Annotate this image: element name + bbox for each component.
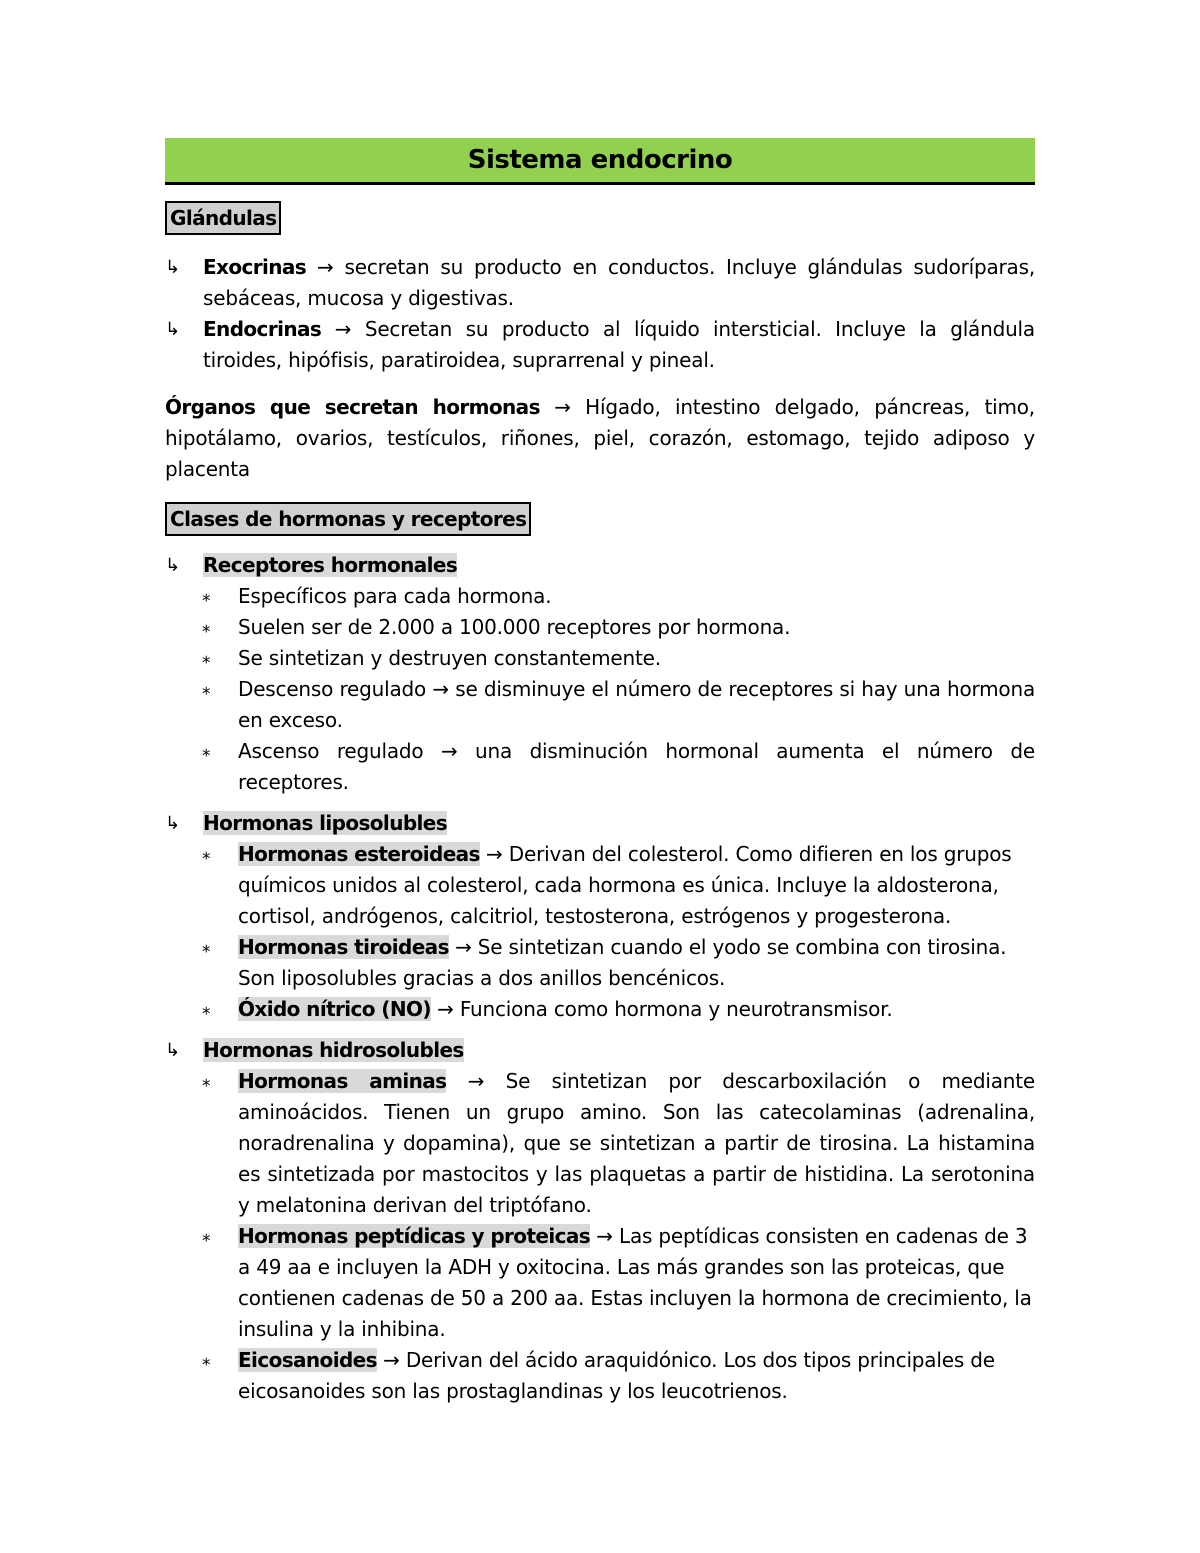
right-arrow-icon: →	[334, 317, 352, 341]
term-endocrinas: Endocrinas	[203, 317, 322, 341]
asterisk-icon: ⁎	[202, 1226, 211, 1246]
hook-arrow-icon: ↳	[165, 555, 180, 576]
term-exocrinas: Exocrinas	[203, 255, 307, 279]
list-item-text: Suelen ser de 2.000 a 100.000 receptores por hormona.	[238, 615, 791, 639]
term-eicosanoides: Eicosanoides	[238, 1348, 377, 1372]
list-item-esteroideas	[165, 839, 1035, 932]
receptores-heading: Receptores hormonales	[203, 553, 458, 577]
asterisk-icon: ⁎	[202, 679, 211, 699]
ascenso-text: una disminución hormonal aumenta el número de receptores.	[238, 739, 1035, 794]
list-item-eicosanoides	[165, 1345, 1035, 1407]
hook-arrow-icon: ↳	[165, 813, 180, 834]
asterisk-icon: ⁎	[202, 648, 211, 668]
right-arrow-icon: →	[467, 1069, 485, 1093]
esteroideas-text: Derivan del colesterol. Como difieren en los grupos químicos unidos al colesterol, cada hormona es única. Incluye la aldosterona, cortisol, andrógenos, calcitriol, testosterona, estrógenos y progesterona.	[238, 842, 1012, 928]
oxido-nitrico-text: Funciona como hormona y neurotransmisor.	[459, 997, 893, 1021]
asterisk-icon: ⁎	[202, 937, 211, 957]
term-oxido-nitrico: Óxido nítrico (NO)	[238, 997, 431, 1021]
right-arrow-icon: →	[432, 677, 449, 701]
term-aminas: Hormonas aminas	[238, 1069, 447, 1093]
list-item	[165, 643, 1035, 674]
list-item-oxido-nitrico	[165, 994, 1035, 1025]
asterisk-icon: ⁎	[202, 617, 211, 637]
document-content	[165, 138, 1035, 1407]
endocrinas-text: Secretan su producto al líquido intersticial. Incluye la glándula tiroides, hipófisis, paratiroidea, suprarrenal y pineal.	[203, 317, 1035, 372]
asterisk-icon: ⁎	[202, 999, 211, 1019]
list-item-tiroideas	[165, 932, 1035, 994]
list-item	[165, 612, 1035, 643]
term-tiroideas: Hormonas tiroideas	[238, 935, 449, 959]
aminas-text: Se sintetizan por descarboxilación o mediante aminoácidos. Tienen un grupo amino. Son las catecolaminas (adrenalina, noradrenalina y dopamina), que se sintetizan a partir de tirosina. La histamina es sintetizada por mastocitos y las plaquetas a partir de histidina. La serotonina y melatonina derivan del triptófano.	[238, 1069, 1035, 1217]
asterisk-icon: ⁎	[202, 1350, 211, 1370]
term-descenso: Descenso regulado	[238, 677, 427, 701]
list-item-text: Se sintetizan y destruyen constantemente.	[238, 646, 661, 670]
list-item	[165, 581, 1035, 612]
organos-paragraph	[165, 392, 1035, 485]
term-organos: Órganos que secretan hormonas	[165, 395, 540, 419]
heading-receptores	[165, 550, 1035, 581]
hidrosolubles-heading: Hormonas hidrosolubles	[203, 1038, 464, 1062]
right-arrow-icon: →	[383, 1348, 400, 1372]
right-arrow-icon: →	[486, 842, 503, 866]
list-item-text: Específicos para cada hormona.	[238, 584, 552, 608]
right-arrow-icon: →	[440, 739, 458, 763]
tiroideas-text: Se sintetizan cuando el yodo se combina con tirosina. Son liposolubles gracias a dos anillos bencénicos.	[238, 935, 1007, 990]
hook-arrow-icon: ↳	[165, 257, 180, 278]
asterisk-icon: ⁎	[202, 844, 211, 864]
list-item-endocrinas	[165, 314, 1035, 376]
eicosanoides-text: Derivan del ácido araquidónico. Los dos tipos principales de eicosanoides son las prostaglandinas y los leucotrienos.	[238, 1348, 995, 1403]
page-title: Sistema endocrino	[165, 138, 1035, 185]
peptidicas-text: Las peptídicas consisten en cadenas de 3 a 49 aa e incluyen la ADH y oxitocina. Las más grandes son las proteicas, que contienen cadenas de 50 a 200 aa. Estas incluyen la hormona de crecimiento, la insulina y la inhibina.	[238, 1224, 1032, 1341]
heading-liposolubles	[165, 808, 1035, 839]
term-ascenso: Ascenso regulado	[238, 739, 424, 763]
right-arrow-icon: →	[437, 997, 454, 1021]
section-label-clases: Clases de hormonas y receptores	[165, 502, 531, 536]
asterisk-icon: ⁎	[202, 1071, 211, 1091]
list-item-aminas	[165, 1066, 1035, 1221]
term-esteroideas: Hormonas esteroideas	[238, 842, 480, 866]
heading-hidrosolubles	[165, 1035, 1035, 1066]
right-arrow-icon: →	[317, 255, 334, 279]
organos-text: Hígado, intestino delgado, páncreas, timo, hipotálamo, ovarios, testículos, riñones, piel, corazón, estomago, tejido adiposo y placenta	[165, 395, 1035, 481]
exocrinas-text: secretan su producto en conductos. Incluye glándulas sudoríparas, sebáceas, mucosa y digestivas.	[203, 255, 1035, 310]
section-label-glandulas: Glándulas	[165, 201, 281, 235]
hook-arrow-icon: ↳	[165, 1040, 180, 1061]
right-arrow-icon: →	[554, 395, 571, 419]
asterisk-icon: ⁎	[202, 741, 211, 761]
right-arrow-icon: →	[455, 935, 472, 959]
list-item-ascenso	[165, 736, 1035, 798]
hook-arrow-icon: ↳	[165, 319, 180, 340]
descenso-text: se disminuye el número de receptores si hay una hormona en exceso.	[238, 677, 1035, 732]
right-arrow-icon: →	[596, 1224, 613, 1248]
list-item-peptidicas	[165, 1221, 1035, 1345]
list-item-descenso	[165, 674, 1035, 736]
asterisk-icon: ⁎	[202, 586, 211, 606]
list-item-exocrinas	[165, 252, 1035, 314]
liposolubles-heading: Hormonas liposolubles	[203, 811, 448, 835]
term-peptidicas: Hormonas peptídicas y proteicas	[238, 1224, 591, 1248]
